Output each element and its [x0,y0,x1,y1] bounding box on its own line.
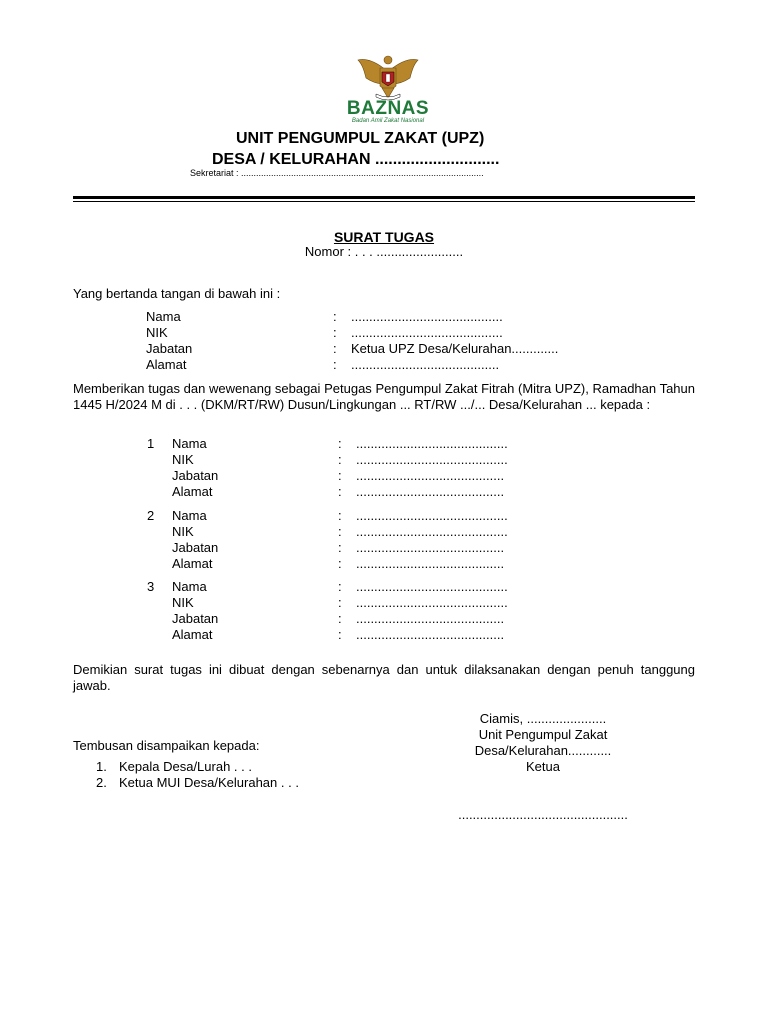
assignee-colon: : [338,524,342,539]
assignee-value: ......................................... [356,556,505,571]
signer-colon: : [333,309,337,324]
signature-role: Ketua [526,759,560,774]
signer-label: Alamat [146,357,187,372]
closing-paragraph: Demikian surat tugas ini dibuat dengan sebenarnya dan untuk dilaksanakan dengan penuh tanggung jawab. [73,662,695,693]
assignee-colon: : [338,508,342,523]
assignee-value: .......................................... [356,452,508,467]
header-rule-thick [73,196,695,199]
assignee-label: Jabatan [172,540,219,555]
signer-value: .......................................... [351,309,503,324]
assignee-colon: : [338,611,342,626]
assignee-colon: : [338,627,342,642]
assignee-value: ......................................... [356,611,505,626]
assignee-label: Nama [172,508,207,523]
assignee-value: .......................................... [356,524,508,539]
assignee-label: Jabatan [172,611,219,626]
baznas-wordmark: BAZNAS [346,98,430,119]
baznas-tagline: Badan Amil Zakat Nasional [351,118,425,124]
header-line1: UNIT PENGUMPUL ZAKAT (UPZ) [236,130,485,147]
assignee-value: .......................................... [356,595,508,610]
assignee-colon: : [338,436,342,451]
assignee-colon: : [338,452,342,467]
cc-item-text: Kepala Desa/Lurah . . . [119,759,252,774]
assignee-value: ......................................... [356,468,505,483]
assignee-label: Alamat [172,556,213,571]
signer-label: NIK [146,325,168,340]
signature-name-line: ............................................... [458,807,628,822]
assignee-value: ......................................... [356,484,505,499]
signer-value: .......................................... [351,325,503,340]
document-title: SURAT TUGAS [333,229,435,245]
assignee-value: .......................................... [356,508,508,523]
header-rule-thin [73,201,695,202]
signature-org-line2: Desa/Kelurahan............ [474,743,612,758]
assignee-value: ......................................... [356,627,505,642]
assignee-value: .......................................... [356,436,508,451]
signer-colon: : [333,341,337,356]
assignee-label: Nama [172,579,207,594]
signer-value: ......................................... [351,357,500,372]
signer-value: Ketua UPZ Desa/Kelurahan............. [351,341,559,356]
cc-item-number: 2. [96,775,107,790]
intro-text: Yang bertanda tangan di bawah ini : [73,286,281,301]
assignee-colon: : [338,595,342,610]
assignee-colon: : [338,540,342,555]
assignee-value: ......................................... [356,540,505,555]
assignee-label: Alamat [172,484,213,499]
assignee-label: NIK [172,524,194,539]
signer-label: Nama [146,309,181,324]
assignee-colon: : [338,484,342,499]
assignee-label: Jabatan [172,468,219,483]
header-line2: DESA / KELURAHAN ............................ [212,151,500,168]
cc-heading: Tembusan disampaikan kepada: [73,738,260,753]
assignee-colon: : [338,468,342,483]
assignee-label: NIK [172,595,194,610]
sekretariat-line: Sekretariat : ................................................................................................. [190,168,484,178]
mandate-paragraph: Memberikan tugas dan wewenang sebagai Petugas Pengumpul Zakat Fitrah (Mitra UPZ), Ramadhan Tahun 1445 H/2024 M di . . . (DKM/RT/RW) Dusun/Lingkungan ... RT/RW .../... Desa/Kelurahan ... kepada : [73,381,695,412]
signature-place-date: Ciamis, ...................... [479,711,607,726]
cc-item-text: Ketua MUI Desa/Kelurahan . . . [119,775,299,790]
assignee-value: .......................................... [356,579,508,594]
assignee-number: 2 [147,508,155,523]
assignee-colon: : [338,556,342,571]
assignee-label: Nama [172,436,207,451]
assignee-number: 1 [147,436,155,451]
signature-org-line1: Unit Pengumpul Zakat [478,727,608,742]
assignee-colon: : [338,579,342,594]
assignee-label: NIK [172,452,194,467]
signer-colon: : [333,357,337,372]
document-number: Nomor : . . . ........................ [304,244,464,259]
signer-label: Jabatan [146,341,193,356]
cc-item-number: 1. [96,759,107,774]
signer-colon: : [333,325,337,340]
assignee-label: Alamat [172,627,213,642]
assignee-number: 3 [147,579,155,594]
